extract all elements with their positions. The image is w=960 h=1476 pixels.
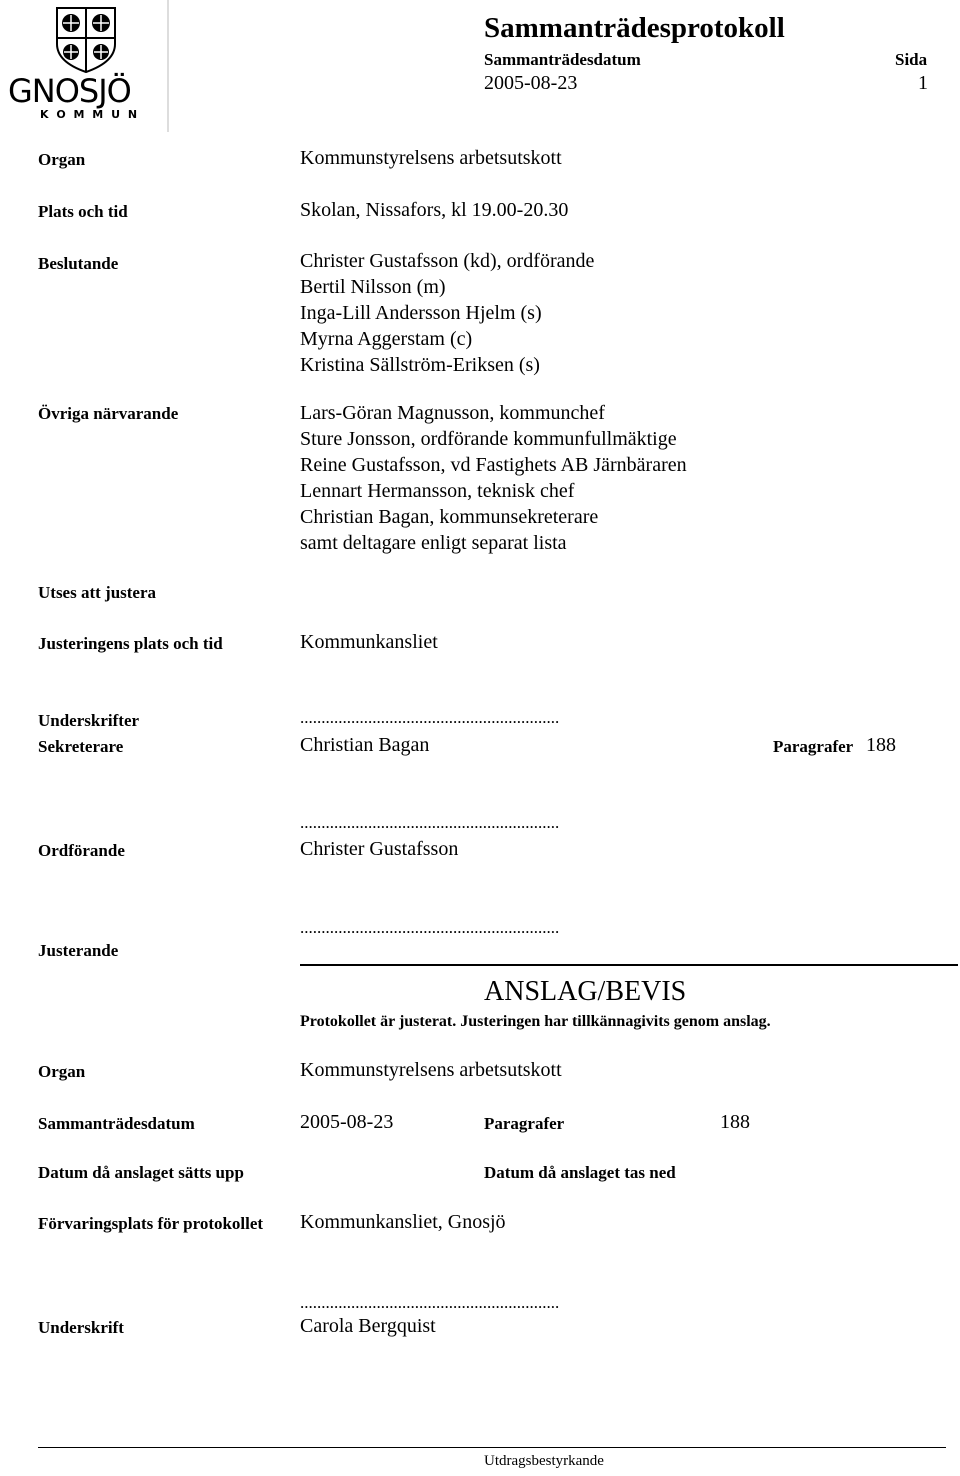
signature-line: ............................................................. [300, 918, 560, 937]
meeting-date-value: 2005-08-23 [484, 72, 578, 94]
list-item: Christian Bagan, kommunsekreterare [300, 506, 599, 528]
list-item: Bertil Nilsson (m) [300, 276, 446, 298]
paragraphs-value: 188 [866, 734, 896, 756]
removed-date-label: Datum då anslaget tas ned [484, 1163, 676, 1182]
secretary-name: Christian Bagan [300, 734, 430, 756]
paragraphs-label: Paragrafer [773, 737, 854, 756]
notice-organ-label: Organ [38, 1062, 86, 1081]
section-divider [300, 964, 958, 966]
adjust-place-label: Justeringens plats och tid [38, 634, 223, 653]
list-item: Reine Gustafsson, vd Fastighets AB Järnbäraren [300, 454, 687, 476]
document-title: Sammanträdesprotokoll [484, 12, 785, 44]
notice-paragraphs-label: Paragrafer [484, 1114, 565, 1133]
municipal-logo [0, 0, 170, 132]
others-present-label: Övriga närvarande [38, 404, 179, 423]
signatures-heading: Underskrifter [38, 711, 140, 730]
others-present-list [300, 400, 687, 556]
storage-label: Förvaringsplats för protokollet [38, 1214, 264, 1233]
notice-date-value: 2005-08-23 [300, 1111, 394, 1133]
adjusters-label: Utses att justera [38, 583, 157, 602]
signature-line: ............................................................. [300, 1293, 560, 1312]
secretary-label: Sekreterare [38, 737, 124, 756]
signature-line: ............................................................. [300, 708, 560, 727]
signature-name: Carola Bergquist [300, 1315, 436, 1337]
chair-label: Ordförande [38, 841, 125, 860]
list-item: Lennart Hermansson, teknisk chef [300, 480, 575, 502]
page-label: Sida [895, 50, 928, 69]
signature-line: ............................................................. [300, 813, 560, 832]
footer-divider [38, 1447, 946, 1448]
notice-organ-value: Kommunstyrelsens arbetsutskott [300, 1059, 562, 1081]
adjuster-label: Justerande [38, 941, 119, 960]
list-item: samt deltagare enligt separat lista [300, 532, 567, 554]
signature-label: Underskrift [38, 1318, 124, 1337]
place-value: Skolan, Nissafors, kl 19.00-20.30 [300, 199, 569, 221]
notice-title: ANSLAG/BEVIS [484, 976, 687, 1007]
adjust-place-value: Kommunkansliet [300, 631, 438, 653]
list-item: Myrna Aggerstam (c) [300, 328, 473, 350]
notice-statement: Protokollet är justerat. Justeringen har tillkännagivits genom anslag. [300, 1013, 771, 1030]
organ-label: Organ [38, 150, 86, 169]
decision-makers-list [300, 248, 594, 378]
logo-wordmark: GNOSJÖ [8, 72, 131, 110]
list-item: Christer Gustafsson (kd), ordförande [300, 250, 595, 272]
place-label: Plats och tid [38, 202, 128, 221]
list-item: Sture Jonsson, ordförande kommunfullmäktige [300, 428, 677, 450]
chair-name: Christer Gustafsson [300, 838, 459, 860]
list-item: Lars-Göran Magnusson, kommunchef [300, 402, 605, 424]
list-item: Kristina Sällström-Eriksen (s) [300, 354, 540, 376]
organ-value: Kommunstyrelsens arbetsutskott [300, 147, 562, 169]
meeting-date-label: Sammanträdesdatum [484, 50, 641, 69]
storage-value: Kommunkansliet, Gnosjö [300, 1211, 506, 1233]
posted-date-label: Datum då anslaget sätts upp [38, 1163, 244, 1182]
page-number: 1 [918, 72, 928, 94]
logo-subtitle: K O M M U N [40, 108, 140, 121]
decision-makers-label: Beslutande [38, 254, 119, 273]
notice-paragraphs-value: 188 [720, 1111, 750, 1133]
list-item: Inga-Lill Andersson Hjelm (s) [300, 302, 542, 324]
footer-label: Utdragsbestyrkande [484, 1453, 604, 1469]
notice-date-label: Sammanträdesdatum [38, 1114, 195, 1133]
